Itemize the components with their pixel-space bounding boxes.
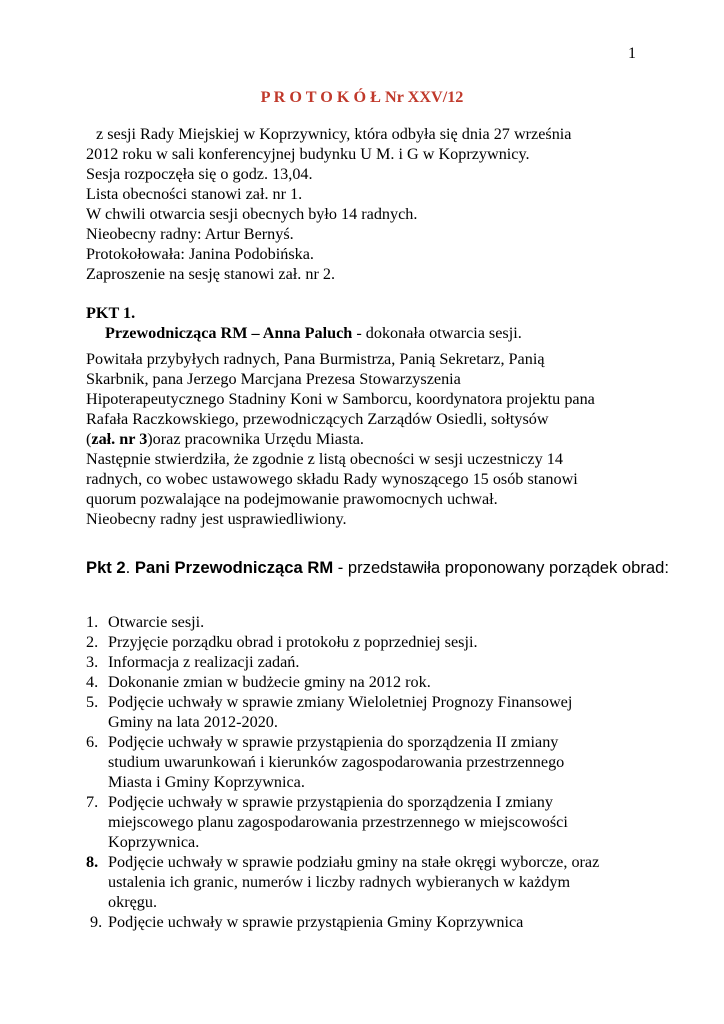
list-item: 5. Podjęcie uchwały w sprawie zmiany Wieloletniej Prognozy Finansowej Gminy na lata 2012-2020. bbox=[86, 693, 573, 731]
page-number: 1 bbox=[628, 45, 636, 62]
list-item: 3. Informacja z realizacji zadań. bbox=[86, 653, 300, 671]
paragraph-line: Skarbnik, pana Jerzego Marcjana Prezesa Stowarzyszenia bbox=[86, 370, 461, 388]
intro-line: z sesji Rady Miejskiej w Koprzywnicy, która odbyła się dnia 27 września bbox=[96, 125, 572, 143]
intro-line: Nieobecny radny: Artur Bernyś. bbox=[86, 225, 294, 243]
list-item: 9. Podjęcie uchwały w sprawie przystąpienia Gminy Koprzywnica bbox=[90, 913, 524, 931]
list-item: 6. Podjęcie uchwały w sprawie przystąpienia do sporządzenia II zmiany studium uwarunkowań i kierunków zagospodarowania przestrzennego Miasta i Gminy Koprzywnica. bbox=[86, 733, 565, 791]
chair-name: Przewodnicząca RM – Anna Paluch bbox=[105, 324, 353, 342]
pkt1-section bbox=[86, 303, 686, 343]
intro-line: Protokołowała: Janina Podobińska. bbox=[86, 245, 314, 263]
list-item: 1. Otwarcie sesji. bbox=[86, 613, 205, 631]
title-number: Nr XXV/12 bbox=[385, 88, 464, 106]
chair-title: Pani Przewodnicząca RM bbox=[134, 558, 334, 577]
agenda-list bbox=[86, 612, 686, 932]
intro-line: Zaproszenie na sesję stanowi zał. nr 2. bbox=[86, 265, 336, 283]
pkt1-heading: PKT 1. bbox=[86, 304, 136, 322]
paragraph-line: Powitała przybyłych radnych, Pana Burmistrza, Panią Sekretarz, Panią bbox=[86, 350, 545, 368]
attachment-line: (zał. nr 3)oraz pracownika Urzędu Miasta. bbox=[86, 430, 364, 448]
list-item: 2. Przyjęcie porządku obrad i protokołu z poprzedniej sesji. bbox=[86, 633, 478, 651]
paragraph-line: Następnie stwierdziła, że zgodnie z listą obecności w sesji uczestniczy 14 bbox=[86, 450, 563, 468]
list-item: 4. Dokonanie zmian w budżecie gminy na 2012 rok. bbox=[86, 673, 431, 691]
paragraph-line: Rafała Raczkowskiego, przewodniczących Zarządów Osiedli, sołtysów bbox=[86, 410, 549, 428]
paragraph-line: quorum pozwalające na podejmowanie prawomocnych uchwał. bbox=[86, 490, 498, 508]
paragraph-line: Nieobecny radny jest usprawiedliwiony. bbox=[86, 510, 347, 528]
intro-line: Lista obecności stanowi zał. nr 1. bbox=[86, 185, 303, 203]
intro-line: Sesja rozpoczęła się o godz. 13,04. bbox=[86, 165, 313, 183]
title-prefix: P R O T O K Ó Ł bbox=[260, 88, 381, 106]
document-title bbox=[0, 87, 724, 107]
pkt2-heading: Pkt 2. Pani Przewodnicząca RM - przedstawiła proponowany porządek obrad: bbox=[86, 558, 669, 577]
intro-line: 2012 roku w sali konferencyjnej budynku U M. i G w Koprzywnicy. bbox=[86, 145, 530, 163]
intro-line: W chwili otwarcia sesji obecnych było 14 radnych. bbox=[86, 205, 418, 223]
pkt1-chair-line: Przewodnicząca RM – Anna Paluch - dokonała otwarcia sesji. bbox=[105, 324, 522, 342]
pkt1-paragraph bbox=[86, 349, 686, 529]
list-item: 8. Podjęcie uchwały w sprawie podziału gminy na stałe okręgi wyborcze, oraz ustalenia ich granic, numerów i liczby radnych wybieranych w każdym okręgu. bbox=[86, 853, 600, 911]
intro-block bbox=[86, 124, 686, 284]
list-item: 7. Podjęcie uchwały w sprawie przystąpienia do sporządzenia I zmiany miejscowego planu zagospodarowania przestrzennego w miejscowości Koprzywnica. bbox=[86, 793, 568, 851]
paragraph-line: Hipoterapeutycznego Stadniny Koni w Samborcu, koordynatora projektu pana bbox=[86, 390, 595, 408]
paragraph-line: radnych, co wobec ustawowego składu Rady wynoszącego 15 osób stanowi bbox=[86, 470, 578, 488]
